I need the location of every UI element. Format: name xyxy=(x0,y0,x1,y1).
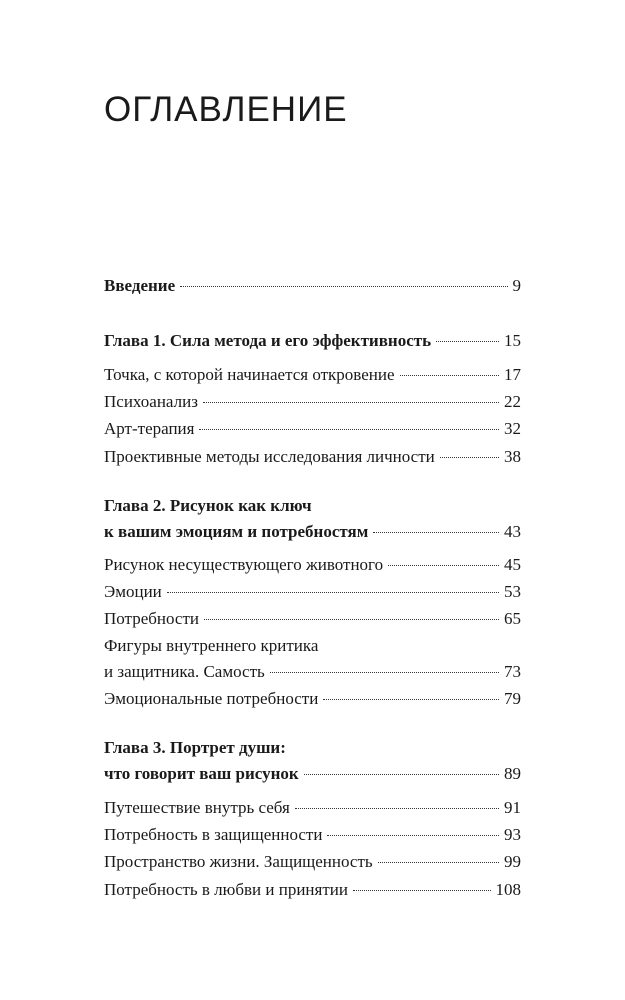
toc-entry[interactable] xyxy=(104,822,521,848)
entry-title: Эмоции xyxy=(104,582,162,601)
page-number: 89 xyxy=(504,764,521,783)
toc-entry[interactable] xyxy=(104,606,521,632)
toc-entry[interactable] xyxy=(104,389,521,415)
toc-entry[interactable] xyxy=(104,362,521,388)
entry-title-line2: что говорит ваш рисунок xyxy=(104,764,299,783)
toc-entry[interactable] xyxy=(104,795,521,821)
toc-entry-chapter-1[interactable] xyxy=(104,328,521,354)
toc-entry-chapter-2[interactable] xyxy=(104,493,521,545)
leader-dots xyxy=(199,429,499,430)
leader-dots xyxy=(436,341,499,342)
entry-title: Пространство жизни. Защищенность xyxy=(104,852,373,871)
toc-entry[interactable] xyxy=(104,686,521,712)
toc-entry[interactable] xyxy=(104,552,521,578)
entry-title: Потребность в защищенности xyxy=(104,825,323,844)
toc-entry[interactable] xyxy=(104,444,521,470)
toc-entry[interactable] xyxy=(104,877,521,903)
page-number: 22 xyxy=(504,392,521,411)
page-number: 73 xyxy=(504,662,521,681)
toc-entry[interactable] xyxy=(104,579,521,605)
entry-title: Эмоциональные потребности xyxy=(104,689,319,708)
entry-title-line2: к вашим эмоциям и потребностям xyxy=(104,522,369,541)
entry-title: Рисунок несуществующего животного xyxy=(104,555,384,574)
page-number: 17 xyxy=(504,365,521,384)
leader-dots xyxy=(353,890,491,891)
toc-entry-chapter-3[interactable] xyxy=(104,735,521,787)
entry-title: Путешествие внутрь себя xyxy=(104,798,290,817)
entry-title-line2: и защитника. Самость xyxy=(104,662,265,681)
page-title: ОГЛАВЛЕНИЕ xyxy=(104,90,348,129)
entry-title: Введение xyxy=(104,276,176,295)
page-number: 43 xyxy=(504,522,521,541)
page-number: 79 xyxy=(504,689,521,708)
leader-dots xyxy=(204,619,499,620)
entry-title: Психоанализ xyxy=(104,392,198,411)
leader-dots xyxy=(180,286,507,287)
entry-title-line1: Глава 3. Портрет души: xyxy=(104,738,286,757)
page-number: 53 xyxy=(504,582,521,601)
page-number: 15 xyxy=(504,331,521,350)
leader-dots xyxy=(323,699,499,700)
leader-dots xyxy=(167,592,499,593)
entry-title: Проективные методы исследования личности xyxy=(104,447,435,466)
page-number: 32 xyxy=(504,419,521,438)
leader-dots xyxy=(270,672,499,673)
entry-title-line1: Фигуры внутреннего критика xyxy=(104,636,319,655)
leader-dots xyxy=(295,808,499,809)
toc-entry[interactable] xyxy=(104,633,521,685)
toc-entry[interactable] xyxy=(104,416,521,442)
page-number: 108 xyxy=(495,880,521,899)
leader-dots xyxy=(400,375,499,376)
entry-title: Потребность в любви и принятии xyxy=(104,880,348,899)
leader-dots xyxy=(373,532,499,533)
toc-entry-intro[interactable] xyxy=(104,273,521,299)
entry-title: Арт-терапия xyxy=(104,419,195,438)
leader-dots xyxy=(327,835,499,836)
entry-title: Потребности xyxy=(104,609,199,628)
page-number: 9 xyxy=(512,276,521,295)
leader-dots xyxy=(388,565,499,566)
leader-dots xyxy=(203,402,499,403)
entry-title: Глава 1. Сила метода и его эффективность xyxy=(104,331,432,350)
toc-entry[interactable] xyxy=(104,849,521,875)
entry-title-line1: Глава 2. Рисунок как ключ xyxy=(104,496,312,515)
leader-dots xyxy=(378,862,499,863)
page-number: 93 xyxy=(504,825,521,844)
page-number: 45 xyxy=(504,555,521,574)
entry-title: Точка, с которой начинается откровение xyxy=(104,365,395,384)
page-number: 38 xyxy=(504,447,521,466)
leader-dots xyxy=(304,774,499,775)
page-number: 65 xyxy=(504,609,521,628)
leader-dots xyxy=(440,457,499,458)
page-number: 91 xyxy=(504,798,521,817)
page-number: 99 xyxy=(504,852,521,871)
